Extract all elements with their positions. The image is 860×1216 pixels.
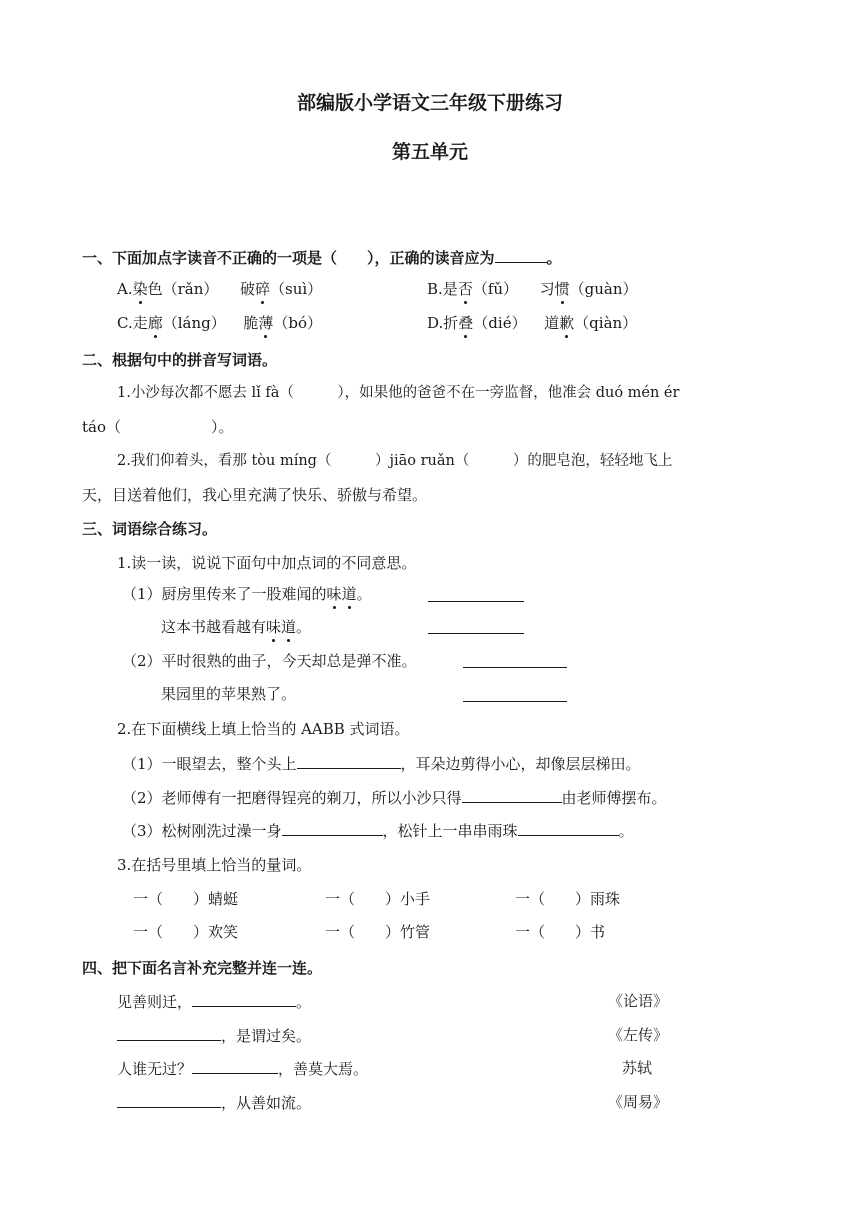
option-text: （dié） [473, 314, 527, 332]
option-text: 习 [539, 280, 555, 298]
option-letter: A. [117, 280, 133, 298]
sentence-text: 。 [296, 618, 312, 636]
q3-part2-sentence-1 [122, 753, 641, 774]
dotted-char: 碎 [254, 280, 270, 298]
quote-source-4[interactable]: 《周易》 [608, 1093, 669, 1111]
measure-word-item[interactable]: 一（ ）书 [515, 923, 606, 941]
q2-sentence-1-cont: táo（ ）。 [82, 418, 234, 436]
option-letter: B. [427, 280, 443, 298]
quote-row-3 [117, 1058, 368, 1079]
option-text: 色（rǎn） [147, 280, 219, 298]
fill-blank[interactable] [192, 991, 296, 1007]
measure-word-item[interactable]: 一（ ）竹管 [325, 923, 431, 941]
dotted-char: 道 [281, 618, 297, 636]
q3-part2-sentence-3 [122, 820, 634, 841]
sentence-text: （1）一眼望去，整个头上 [122, 755, 297, 773]
quote-text: 人谁无过？ [117, 1060, 193, 1078]
quote-row-2 [117, 1025, 311, 1046]
q3-part3-instruction: 3.在括号里填上恰当的量词。 [117, 856, 312, 874]
quote-source-1[interactable]: 《论语》 [608, 992, 669, 1010]
answer-line[interactable] [463, 667, 567, 668]
quote-text: 见善则迁， [117, 993, 193, 1011]
option-text: 脆 [243, 314, 259, 332]
q2-sentence-1: 1.小沙每次都不愿去 lǐ fà（ ），如果他的爸爸不在一旁监督，他准会 duó mén ér [117, 385, 680, 401]
q3-part1-sentence-3: （2）平时很熟的曲子，今天却总是弹不准。 [122, 652, 417, 670]
q1-heading [82, 247, 562, 268]
q3-part1-sentence-4: 果园里的苹果熟了。 [161, 685, 297, 703]
fill-blank[interactable] [297, 753, 401, 769]
quote-text: 。 [296, 993, 312, 1011]
quote-row-4 [117, 1092, 311, 1113]
q2-sentence-2: 2.我们仰着头，看那 tòu míng（ ）jiāo ruǎn（ ）的肥皂泡，轻轻地飞上 [117, 453, 673, 469]
q1-heading-end: 。 [546, 249, 562, 267]
fill-blank[interactable] [117, 1025, 221, 1041]
sentence-text: 。 [356, 585, 372, 603]
q4-heading: 四、把下面名言补充完整并连一连。 [82, 959, 323, 977]
fill-blank[interactable] [282, 820, 383, 836]
measure-word-item[interactable]: 一（ ）雨珠 [515, 890, 621, 908]
q3-heading: 三、词语综合练习。 [82, 520, 218, 538]
quote-text: ，是谓过矣。 [221, 1027, 312, 1045]
option-letter: D. [427, 314, 444, 332]
option-text: （guàn） [569, 280, 638, 298]
dotted-char: 染 [132, 280, 148, 298]
dotted-char: 歉 [559, 314, 575, 332]
q2-heading: 二、根据句中的拼音写词语。 [82, 351, 278, 369]
q3-part1-sentence-1 [122, 584, 372, 604]
sentence-text: 由老师傅摆布。 [561, 789, 667, 807]
q3-part1-instruction: 1.读一读，说说下面句中加点词的不同意思。 [117, 554, 417, 572]
measure-word-item[interactable]: 一（ ）欢笑 [133, 923, 239, 941]
dotted-char: 叠 [458, 314, 474, 332]
sentence-text: （3）松树刚洗过澡一身 [122, 822, 282, 840]
quote-text: ，从善如流。 [221, 1094, 312, 1112]
fill-blank[interactable] [117, 1092, 221, 1108]
answer-line[interactable] [428, 633, 524, 634]
option-text: 道 [544, 314, 560, 332]
answer-line[interactable] [463, 701, 567, 702]
measure-word-item[interactable]: 一（ ）小手 [325, 890, 431, 908]
dotted-char: 道 [341, 585, 357, 603]
option-text: （qiàn） [574, 314, 638, 332]
q1-option-c [117, 313, 322, 333]
q1-option-a [117, 279, 322, 299]
fill-blank[interactable] [518, 820, 619, 836]
dotted-char: 否 [457, 280, 473, 298]
option-text: （suì） [270, 280, 323, 298]
sentence-text: （1）厨房里传来了一股难闻的 [122, 585, 327, 603]
option-text: 折 [443, 314, 459, 332]
q1-option-d [427, 313, 637, 333]
fill-blank[interactable] [192, 1058, 278, 1074]
quote-text: ，善莫大焉。 [278, 1060, 369, 1078]
q1-option-b [427, 279, 638, 299]
answer-line[interactable] [428, 601, 524, 602]
option-text: 是 [442, 280, 458, 298]
option-text: （fǔ） [472, 280, 519, 298]
option-text: 走 [132, 314, 148, 332]
q1-heading-text: 一、下面加点字读音不正确的一项是（ ），正确的读音应为 [82, 249, 495, 267]
quote-source-3[interactable]: 苏轼 [622, 1059, 653, 1077]
sentence-text: ，耳朵边剪得小心，却像层层梯田。 [400, 755, 641, 773]
q3-part2-instruction: 2.在下面横线上填上恰当的 AABB 式词语。 [117, 720, 410, 738]
option-letter: C. [117, 314, 133, 332]
fill-blank[interactable] [462, 787, 562, 803]
option-text: （láng） [162, 314, 226, 332]
option-text: （bó） [273, 314, 322, 332]
dotted-char: 味 [326, 585, 342, 603]
sentence-text: （2）老师傅有一把磨得锃亮的剃刀，所以小沙只得 [122, 789, 462, 807]
page-subtitle: 第五单元 [391, 141, 468, 163]
quote-row-1 [117, 991, 311, 1012]
q1-answer-blank[interactable] [495, 247, 547, 263]
q3-part2-sentence-2 [122, 787, 667, 808]
sentence-text: 这本书越看越有 [161, 618, 267, 636]
option-text: 破 [239, 280, 255, 298]
sentence-text: 。 [618, 822, 634, 840]
dotted-char: 惯 [554, 280, 570, 298]
sentence-text: ，松针上一串串雨珠 [382, 822, 518, 840]
page-title: 部编版小学语文三年级下册练习 [296, 92, 563, 114]
quote-source-2[interactable]: 《左传》 [608, 1026, 669, 1044]
dotted-char: 廊 [147, 314, 163, 332]
dotted-char: 薄 [258, 314, 274, 332]
dotted-char: 味 [266, 618, 282, 636]
measure-word-item[interactable]: 一（ ）蜻蜓 [133, 890, 239, 908]
q3-part1-sentence-2 [161, 617, 311, 637]
q2-sentence-2-cont: 天，目送着他们，我心里充满了快乐、骄傲与希望。 [82, 486, 428, 504]
